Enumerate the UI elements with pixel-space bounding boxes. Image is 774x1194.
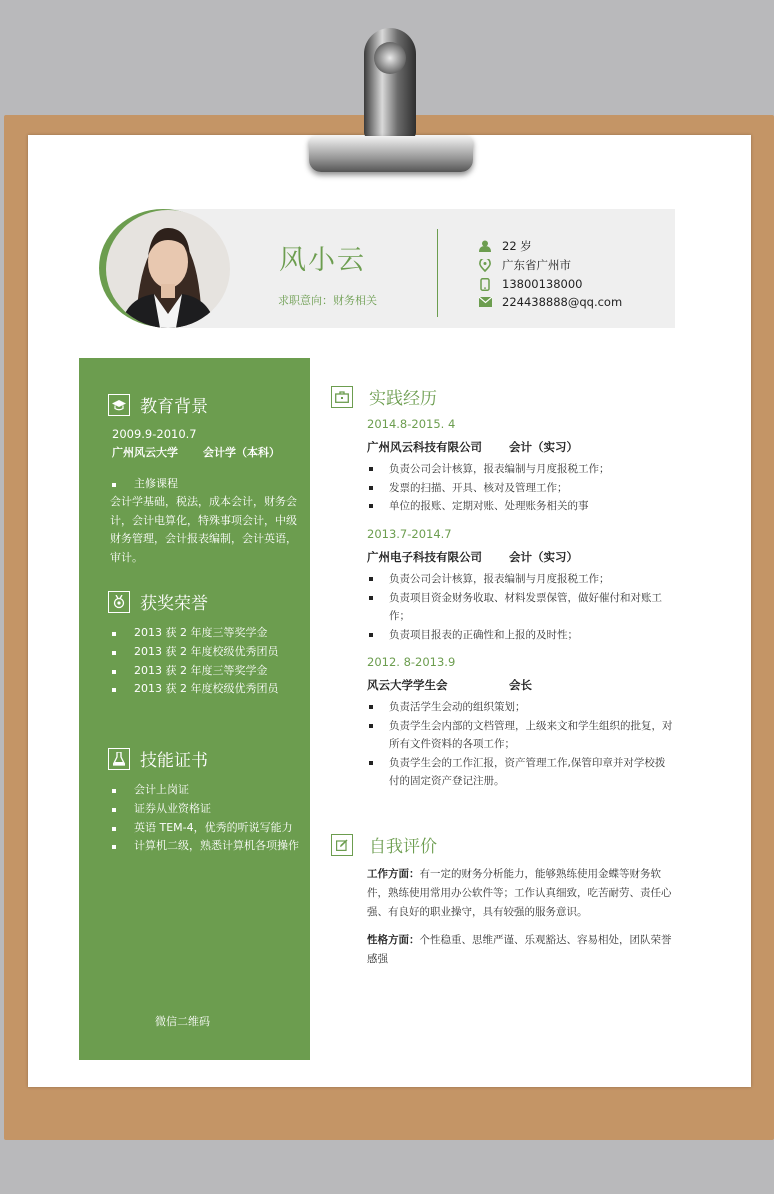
phone-icon [478,277,492,291]
list-item: 负责学生会的工作汇报，资产管理工作,保管印章并对学校拨付的固定资产登记注册。 [367,754,673,791]
flask-icon [108,748,130,770]
awards-heading: 获奖荣誉 [108,589,208,614]
awards-list [112,624,302,699]
list-item: 负责项目资金财务收取、材料发票保管，做好催付和对账工作； [367,589,673,626]
list-item: 2013 获 2 年度三等奖学金 [112,662,302,681]
experience-org: 风云大学学生会 会长 [367,678,532,692]
mail-icon [478,295,492,309]
skills-list [112,781,308,856]
edit-icon [331,834,353,856]
experience-role: 会长 [509,678,532,692]
list-item: 负责公司会计核算，报表编制与月度报税工作； [367,460,673,479]
experience-period: 2014.8-2015. 4 [367,417,456,431]
briefcase-icon [331,386,353,408]
education-period: 2009.9-2010.7 [112,427,197,441]
experience-role: 会计（实习） [509,440,578,454]
list-item: 计算机二级，熟悉计算机各项操作 [112,837,308,856]
self-eval-character: 性格方面：个性稳重、思维严谨、乐观豁达、容易相处，团队荣誉感强 [367,934,672,965]
list-item: 2013 获 2 年度校级优秀团员 [112,643,302,662]
candidate-name: 风小云 [279,245,366,276]
list-item: 负责公司会计核算，报表编制与月度报税工作； [367,570,673,589]
experience-org: 广州电子科技有限公司 会计（实习） [367,550,578,564]
self-eval-heading: 自我评价 [331,832,437,857]
experience-role: 会计（实习） [509,550,578,564]
experience-bullets [367,460,673,516]
experience-heading: 实践经历 [331,384,437,409]
contact-email: 224438888@qq.com [478,294,622,310]
courses-label: 主修课程 [112,475,302,494]
list-item: 负责项目报表的正确性和上报的及时性； [367,626,673,645]
list-item: 证券从业资格证 [112,800,308,819]
education-heading: 教育背景 [108,392,208,417]
left-sidebar [79,358,310,1060]
graduation-cap-icon [108,394,130,416]
courses-text: 会计学基础，税法，成本会计，财务会计，会计电算化，特殊事项会计，中级财务管理，会计报表编制，会计英语，审计。 [110,495,297,564]
skills-heading: 技能证书 [108,746,208,771]
contact-location: 广东省广州市 [478,257,571,273]
list-item: 发票的扫描、开具、核对及管理工作； [367,479,673,498]
header-band [163,209,675,328]
job-intent: 求职意向：财务相关 [278,294,377,307]
binder-clip-ring [374,42,406,74]
education-school: 广州风云大学 [112,446,178,459]
binder-clip [309,136,473,172]
list-item: 单位的报账、定期对账、处理账务相关的事 [367,497,673,516]
list-item: 2013 获 2 年度校级优秀团员 [112,680,302,699]
courses-label-list [112,475,302,494]
self-eval-work: 工作方面：有一定的财务分析能力，能够熟练使用金蝶等财务软件，熟练使用常用办公软件等；工作认真细致，吃苦耐劳、责任心强、有良好的职业操守，具有较强的服务意识。 [367,868,672,918]
experience-period: 2013.7-2014.7 [367,527,452,541]
location-pin-icon [478,258,492,272]
list-item: 2013 获 2 年度三等奖学金 [112,624,302,643]
contact-phone: 13800138000 [478,276,582,292]
wechat-qr-label: 微信二维码 [155,1015,210,1028]
education-major: 会计学（本科） [203,446,280,459]
experience-bullets [367,698,673,791]
experience-period: 2012. 8-2013.9 [367,655,456,669]
experience-bullets [367,570,673,644]
list-item: 负责活学生会动的组织策划； [367,698,673,717]
medal-icon [108,591,130,613]
list-item: 负责学生会内部的文档管理，上级来文和学生组织的批复，对所有文件资料的各项工作； [367,717,673,754]
experience-org: 广州风云科技有限公司 会计（实习） [367,440,578,454]
avatar [106,210,230,328]
list-item: 会计上岗证 [112,781,308,800]
contact-age: 22 岁 [478,238,532,254]
person-icon [478,239,492,253]
header-divider [437,229,438,317]
background-strip [0,1140,774,1194]
list-item: 英语 TEM-4，优秀的听说写能力 [112,819,308,838]
